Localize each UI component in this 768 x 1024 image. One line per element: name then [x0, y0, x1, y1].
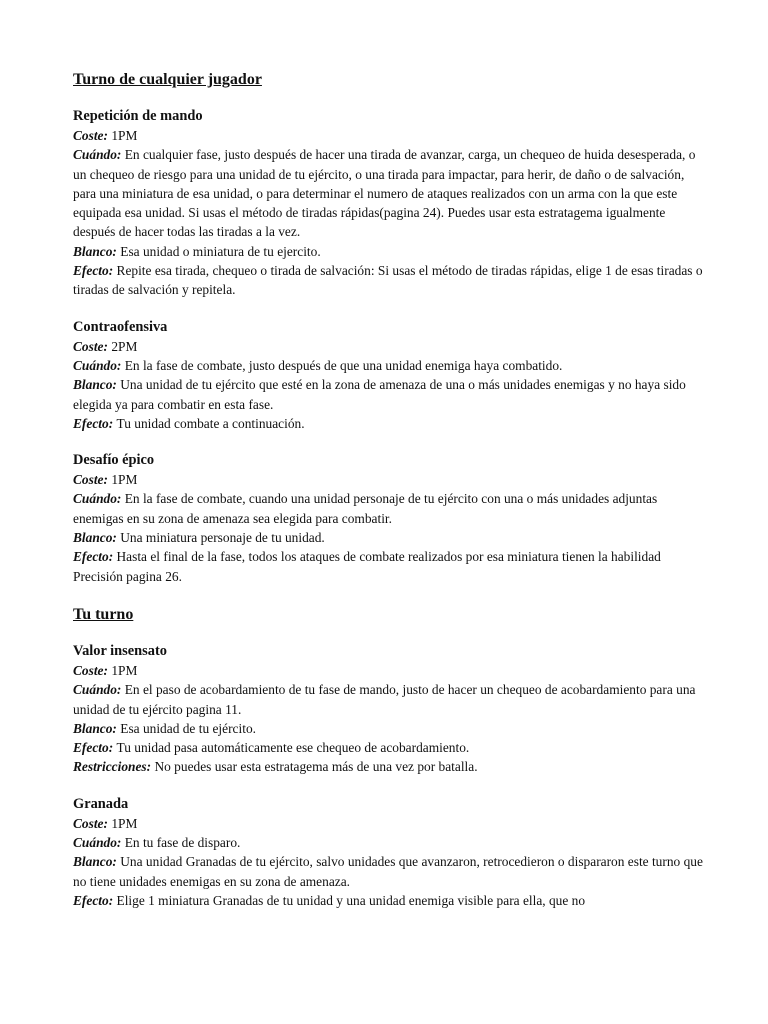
stratagem-block	[73, 317, 703, 433]
field-label: Coste:	[73, 472, 108, 488]
field-text: 1PM	[111, 815, 138, 831]
field-label: Coste:	[73, 338, 108, 354]
stratagem-name: Repetición de mando	[73, 108, 203, 124]
stratagem-field	[73, 126, 703, 145]
stratagem-block	[73, 641, 703, 777]
stratagem-field	[73, 261, 703, 300]
field-text: 1PM	[111, 128, 138, 143]
stratagem-field	[73, 356, 703, 375]
document-content	[73, 68, 703, 927]
field-label: Coste:	[73, 128, 108, 143]
stratagem-field	[73, 337, 703, 356]
field-label: Blanco:	[73, 243, 117, 259]
field-text: No puedes usar esta estratagema más de una vez por batalla.	[154, 759, 478, 775]
stratagem-name: Contraofensiva	[73, 318, 168, 335]
field-label: Blanco:	[73, 377, 117, 393]
stratagem-field	[73, 661, 703, 680]
field-text: En el paso de acobardamiento de tu fase de mando, justo de hacer un chequeo de acobardamiento para una unidad de tu ejército pagina 11.	[73, 682, 696, 717]
stratagem-field	[73, 242, 703, 261]
stratagem-field	[73, 414, 703, 433]
field-text: 1PM	[111, 662, 138, 678]
field-label: Efecto:	[73, 415, 114, 431]
field-label: Cuándo:	[73, 682, 122, 698]
stratagem-field	[73, 470, 703, 489]
field-label: Blanco:	[73, 854, 117, 870]
stratagem-field	[73, 814, 703, 833]
field-text: Elige 1 miniatura Granadas de tu unidad y una unidad enemiga visible para ella, que no	[116, 892, 586, 908]
stratagem-name: Granada	[73, 795, 129, 812]
stratagem-block	[73, 106, 703, 300]
stratagem-field	[73, 852, 703, 891]
field-text: En tu fase de disparo.	[124, 835, 241, 851]
field-text: Una miniatura personaje de tu unidad.	[120, 530, 325, 546]
stratagem-field	[73, 528, 703, 547]
stratagem-field	[73, 738, 703, 757]
stratagem-field	[73, 680, 703, 719]
field-text: En cualquier fase, justo después de hacer una tirada de avanzar, carga, un chequeo de huida desesperada, o un chequeo de riesgo para una unidad de tu ejército, o una tirada para impactar, para herir, de daño o de salvación, para una miniatura de esa unidad, o para determinar el numero de ataques realizados con un arma con la que este equipada esa unidad. Si usas el método de tiradas rápidas(pagina 24). Puedes usar esta estratagema igualmente después de hacer todas las tiradas a la vez.	[73, 147, 696, 240]
field-text: Tu unidad pasa automáticamente ese chequeo de acobardamiento.	[116, 740, 470, 756]
field-text: Una unidad Granadas de tu ejército, salvo unidades que avanzaron, retrocedieron o dispararon este turno que no tiene unidades enemigas en su zona de amenaza.	[73, 854, 703, 889]
field-label: Restricciones:	[73, 759, 152, 775]
field-label: Efecto:	[73, 740, 114, 756]
field-text: En la fase de combate, cuando una unidad personaje de tu ejército con una o más unidades adjuntas enemigas en su zona de amenaza sea elegida para combatir.	[73, 491, 658, 526]
field-label: Cuándo:	[73, 147, 122, 163]
stratagem-name: Desafío épico	[73, 452, 155, 469]
field-label: Cuándo:	[73, 835, 122, 851]
stratagem-block	[73, 450, 703, 586]
field-label: Blanco:	[73, 720, 117, 736]
stratagem-field	[73, 719, 703, 738]
field-label: Efecto:	[73, 549, 114, 565]
field-text: Esa unidad o miniatura de tu ejercito.	[120, 243, 321, 259]
field-text: 2PM	[111, 338, 138, 354]
field-label: Efecto:	[73, 892, 114, 908]
field-text: Tu unidad combate a continuación.	[116, 415, 305, 431]
section-title: Tu turno	[73, 605, 134, 623]
stratagem-field	[73, 891, 703, 910]
stratagem-field	[73, 547, 703, 586]
field-label: Coste:	[73, 662, 108, 678]
field-text: En la fase de combate, justo después de que una unidad enemiga haya combatido.	[124, 357, 563, 373]
field-label: Cuándo:	[73, 357, 122, 373]
field-label: Coste:	[73, 815, 108, 831]
field-label: Efecto:	[73, 263, 114, 279]
field-text: Repite esa tirada, chequeo o tirada de salvación: Si usas el método de tiradas rápidas, elige 1 de esas tiradas o tiradas de salvación y repitela.	[73, 263, 703, 298]
stratagem-field	[73, 375, 703, 414]
field-text: Esa unidad de tu ejército.	[120, 720, 256, 736]
field-label: Cuándo:	[73, 491, 122, 507]
section-title: Turno de cualquier jugador	[73, 71, 262, 88]
stratagem-name: Valor insensato	[73, 642, 167, 659]
stratagem-block	[73, 794, 703, 910]
field-text: 1PM	[111, 472, 138, 488]
stratagem-field	[73, 833, 703, 852]
field-text: Una unidad de tu ejército que esté en la zona de amenaza de una o más unidades enemigas y no haya sido elegida ya para combatir en esta fase.	[73, 377, 686, 412]
field-text: Hasta el final de la fase, todos los ataques de combate realizados por esa miniatura tienen la habilidad Precisión pagina 26.	[73, 549, 661, 584]
field-label: Blanco:	[73, 530, 117, 546]
stratagem-field	[73, 757, 703, 776]
stratagem-field	[73, 489, 703, 528]
stratagem-field	[73, 145, 703, 241]
